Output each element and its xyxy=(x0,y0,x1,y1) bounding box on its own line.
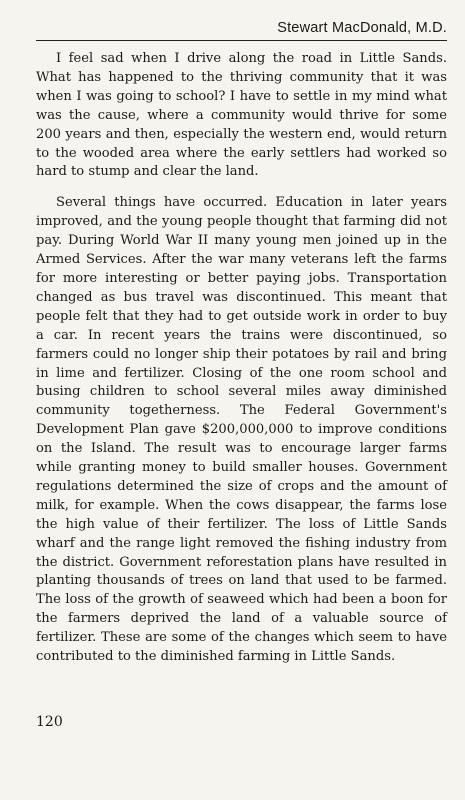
page-number: 120 xyxy=(36,714,63,730)
paragraph: Several things have occurred. Education in later years improved, and the young people thought that farming did not pay. During World War II many young men joined up in the Armed Services. After the war many veterans left the farms for more interesting or better paying jobs. Transportation changed as bus travel was discontinued. This meant that people felt that they had to get outside work in order to buy a car. In recent years the trains were discontinued, so farmers could no longer ship their potatoes by rail and bring in lime and fertilizer. Closing of the one room school and busing children to school several miles away diminished community togetherness. The Federal Government's Development Plan gave $200,000,000 to improve conditions on the Island. The result was to encourage larger farms while granting money to build smaller houses. Government regulations determined the size of crops and the amount of milk, for example. When the cows disappear, the farms lose the high value of their fertilizer. The loss of Little Sands wharf and the range light removed the fishing industry from the district. Government reforestation plans have resulted in planting thousands of trees on land that used to be farmed. The loss of the growth of seaweed which had been a boon for the farmers deprived the land of a valuable source of fertilizer. These are some of the changes which seem to have contributed to the diminished farming in Little Sands. xyxy=(36,195,447,665)
header-rule xyxy=(36,40,447,41)
body-text xyxy=(36,50,447,679)
running-header: Stewart MacDonald, M.D. xyxy=(277,20,447,36)
paragraph: I feel sad when I drive along the road in Little Sands. What has happened to the thriving community that it was when I was going to school? I have to settle in my mind what was the cause, where a community would thrive for some 200 years and then, especially the western end, would return to the wooded area where the early settlers had worked so hard to stump and clear the land. xyxy=(36,51,447,180)
